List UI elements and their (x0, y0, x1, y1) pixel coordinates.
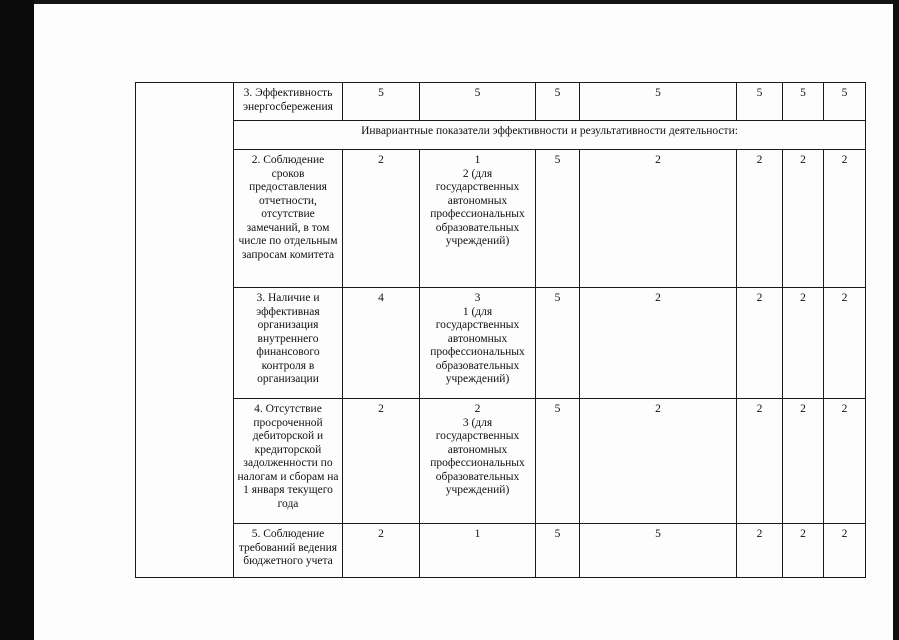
indicators-table (135, 82, 866, 578)
document-page (34, 4, 893, 640)
value-cell: 5 (580, 83, 737, 121)
table-row (136, 288, 866, 399)
value-cell: 2 (343, 399, 420, 524)
scan-border-right (893, 0, 899, 640)
value-cell: 2 (824, 150, 866, 288)
value-line: 3 (474, 292, 481, 304)
value-cell: 1 (420, 524, 536, 578)
value-cell: 2 (737, 288, 783, 399)
table-row (136, 399, 866, 524)
section-heading-row (136, 121, 866, 150)
scan-border-left (0, 0, 34, 640)
value-cell: 2 (783, 399, 824, 524)
value-cell: 2 (580, 399, 737, 524)
value-cell-multiline (420, 288, 536, 399)
value-cell: 5 (536, 150, 580, 288)
value-cell: 5 (580, 524, 737, 578)
value-cell: 5 (737, 83, 783, 121)
value-cell: 2 (783, 524, 824, 578)
value-line: 1 (для государственных автономных профессиональных образовательных учреждений) (430, 305, 525, 385)
value-cell-multiline (420, 399, 536, 524)
value-cell: 2 (580, 150, 737, 288)
value-cell: 2 (824, 524, 866, 578)
value-line: 2 (для государственных автономных профессиональных образовательных учреждений) (430, 167, 525, 247)
value-cell: 5 (420, 83, 536, 121)
value-cell: 5 (783, 83, 824, 121)
indicator-name: 3. Эффективность энергосбережения (234, 83, 343, 121)
value-cell: 5 (536, 288, 580, 399)
indicator-name: 4. Отсутствие просроченной дебиторской и кредиторской задолженности по налогам и сборам на 1 января текущего года (234, 399, 343, 524)
value-line: 3 (для государственных автономных профессиональных образовательных учреждений) (430, 416, 525, 496)
table-row (136, 83, 866, 121)
value-cell: 2 (580, 288, 737, 399)
value-cell: 5 (824, 83, 866, 121)
indicator-name: 3. Наличие и эффективная организация внутреннего финансового контроля в организации (234, 288, 343, 399)
indicator-name: 5. Соблюдение требований ведения бюджетного учета (234, 524, 343, 578)
value-cell: 2 (737, 150, 783, 288)
value-cell: 2 (783, 288, 824, 399)
value-cell: 5 (536, 83, 580, 121)
value-cell: 2 (343, 524, 420, 578)
value-cell: 2 (343, 150, 420, 288)
indicator-name: 2. Соблюдение сроков предоставления отчетности, отсутствие замечаний, в том числе по отдельным запросам комитета (234, 150, 343, 288)
value-cell: 2 (737, 399, 783, 524)
value-cell: 2 (824, 288, 866, 399)
value-cell: 2 (783, 150, 824, 288)
value-cell: 5 (343, 83, 420, 121)
value-cell: 2 (737, 524, 783, 578)
value-cell: 5 (536, 399, 580, 524)
value-line: 1 (474, 154, 481, 166)
table-row (136, 150, 866, 288)
value-cell: 4 (343, 288, 420, 399)
value-cell: 5 (536, 524, 580, 578)
value-line: 2 (474, 403, 481, 415)
value-cell-multiline (420, 150, 536, 288)
section-heading: Инвариантные показатели эффективности и результативности деятельности: (234, 121, 866, 150)
value-cell: 2 (824, 399, 866, 524)
group-column-cell (136, 83, 234, 578)
table-row (136, 524, 866, 578)
